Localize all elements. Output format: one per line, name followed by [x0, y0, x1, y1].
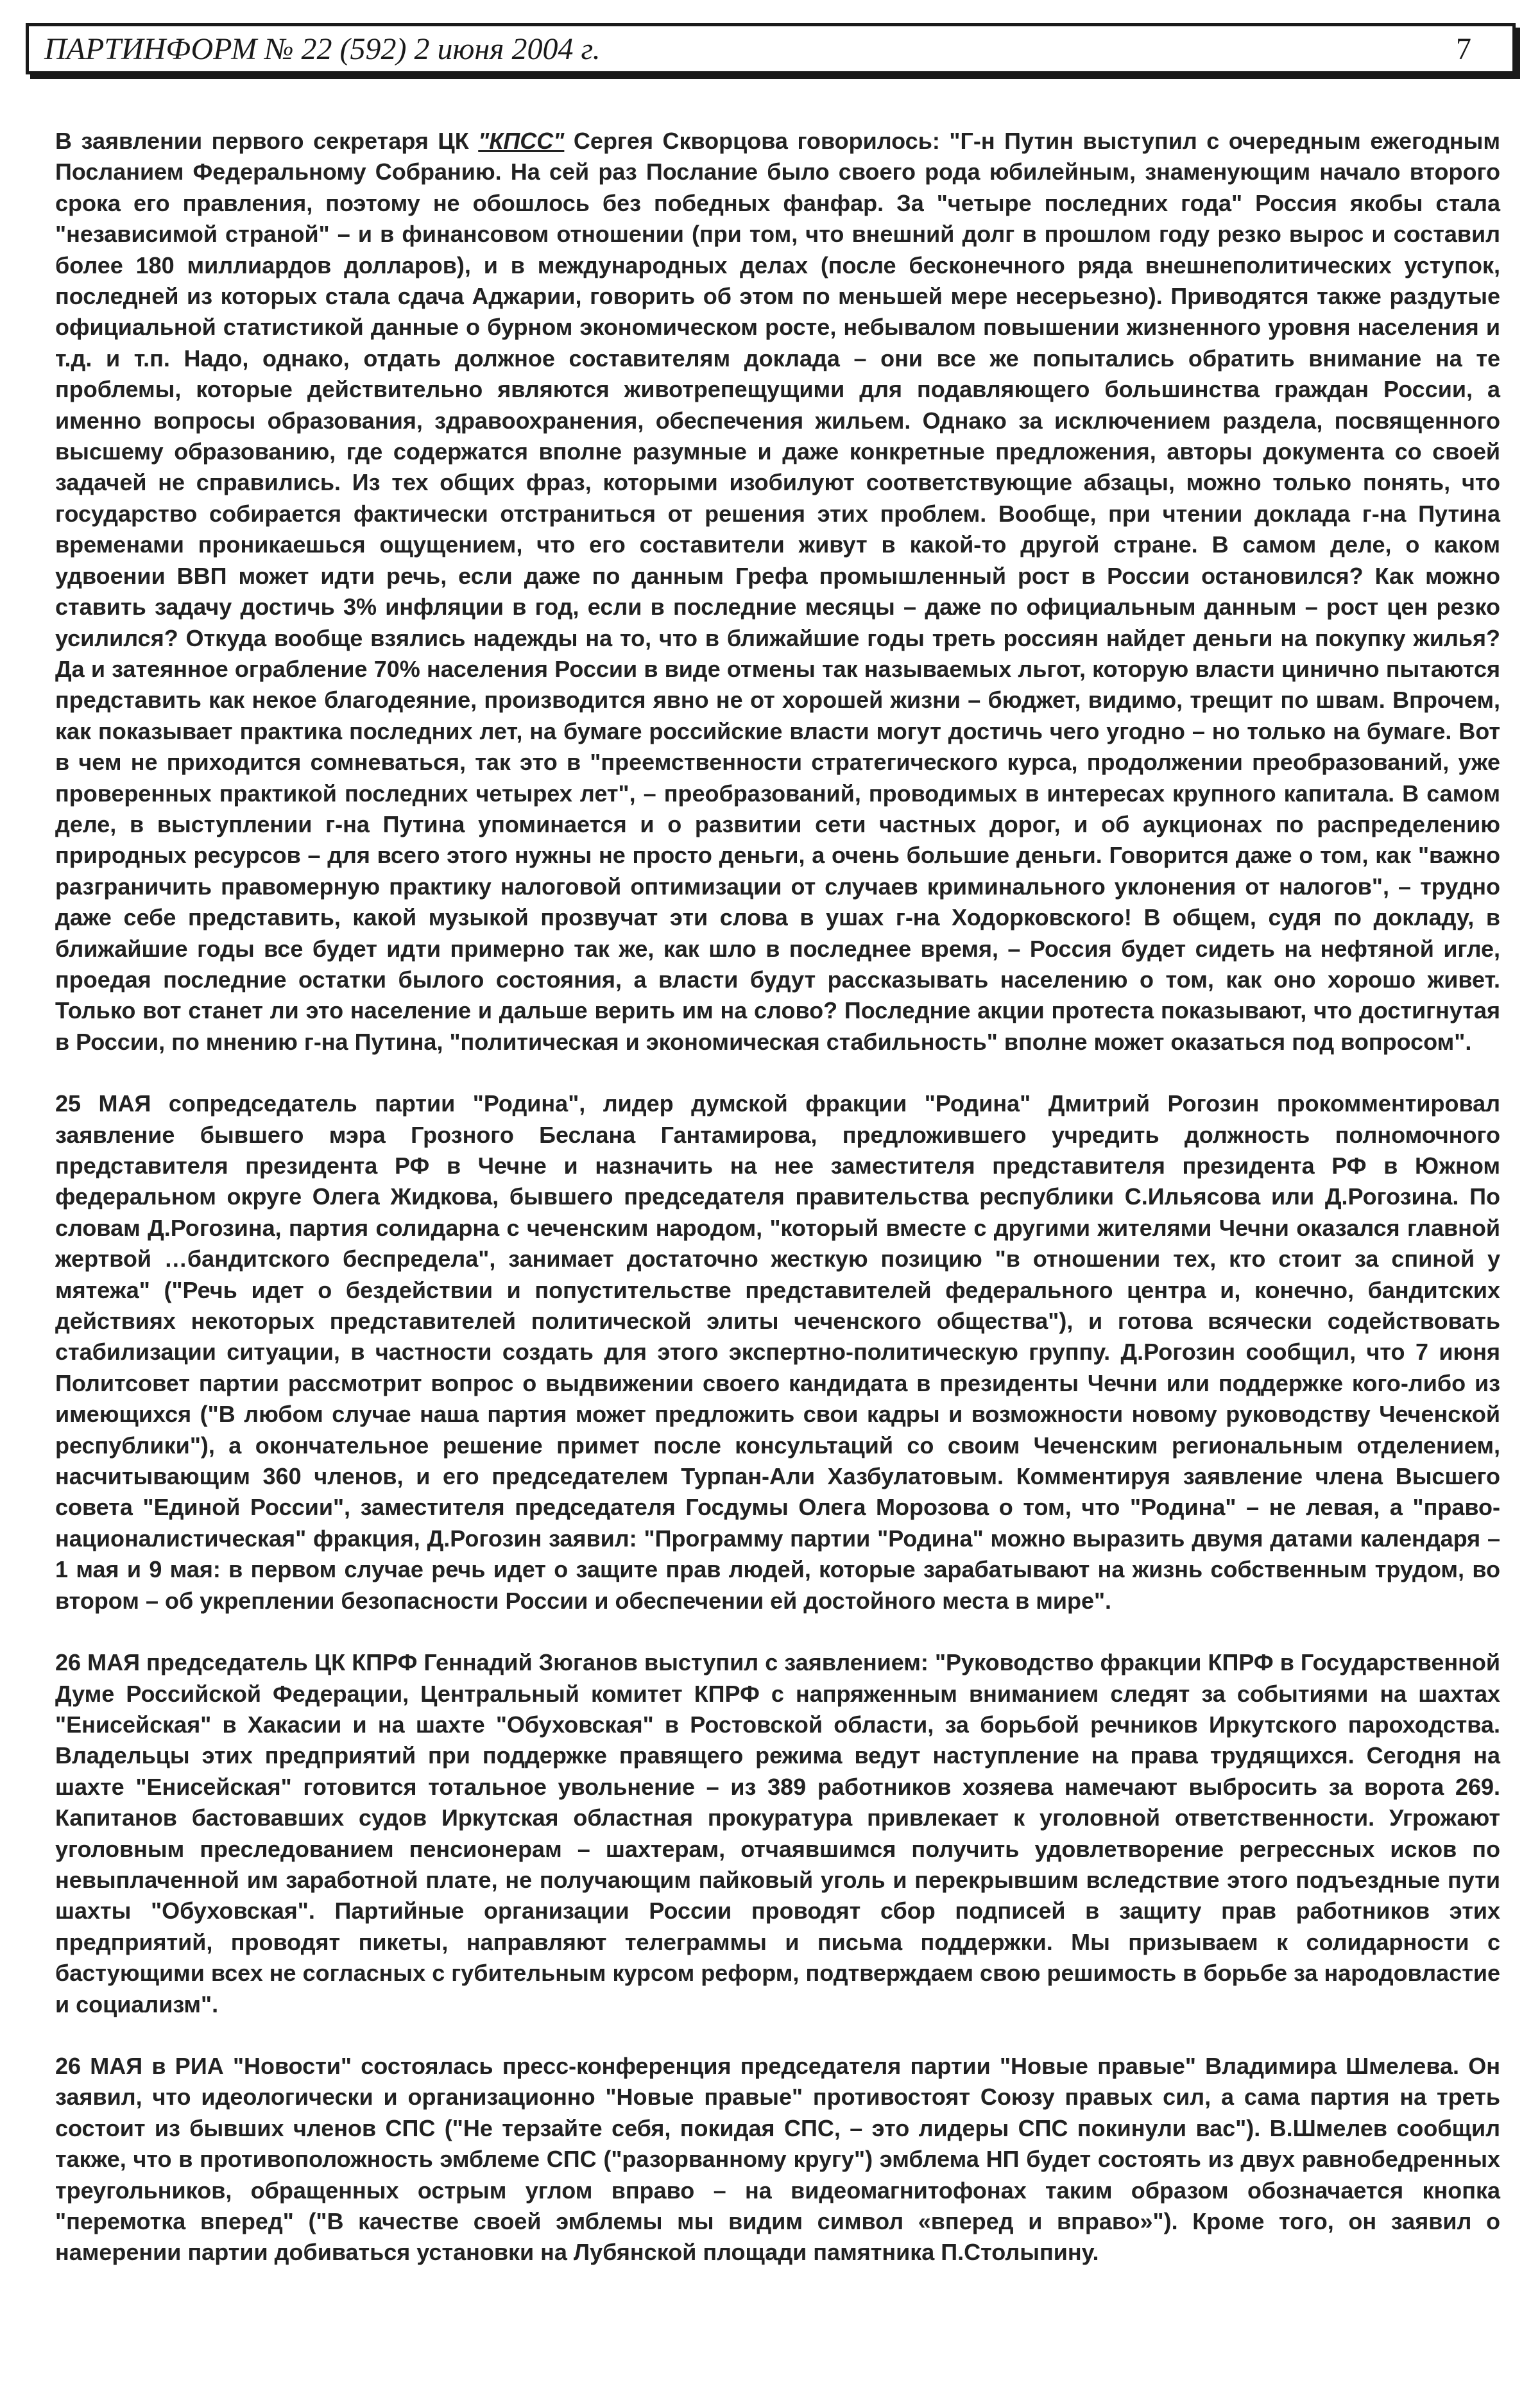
article-paragraph-shmelev: 26 МАЯ в РИА "Новости" состоялась пресс-конференция председателя партии "Новые правые" Владимира Шмелева. Он заявил, что идеологически и организационно "Новые правые" противостоят Союзу правых сил, а сама партия на треть состоит из бывших членов СПС ("Не терзайте себя, покидая СПС, – это лидеры СПС покинули вас"). В.Шмелев сообщил также, что в противоположность эмблеме СПС ("разорванному кругу") эмблема НП будет состоять из двух равнобедренных треугольников, обращенных острым углом вправо – на видеомагнитофонах таким образом обозначается кнопка "перемотка вперед" ("В качестве своей эмблемы мы видим символ «вперед и вправо»"). Кроме того, он заявил о намерении партии добиваться установки на Лубянской площади памятника П.Столыпину.: [55, 2052, 1500, 2266]
article-paragraph-skvortsov: [55, 126, 1500, 1058]
article-body: [55, 126, 1500, 2268]
publication-title: ПАРТИНФОРМ № 22 (592) 2 июня 2004 г.: [44, 32, 601, 66]
page-number: 7: [1456, 32, 1471, 66]
page-header: [26, 23, 1516, 74]
kpss-link[interactable]: "КПСС": [478, 128, 565, 154]
article-paragraph-rogozin: 25 МАЯ сопредседатель партии "Родина", лидер думской фракции "Родина" Дмитрий Рогозин прокомментировал заявление бывшего мэра Грозного Беслана Гантамирова, предложившего учредить должность полномочного представителя президента РФ в Чечне и назначить на нее заместителя представителя президента РФ в Южном федеральном округе Олега Жидкова, бывшего председателя правительства республики С.Ильясова или Д.Рогозина. По словам Д.Рогозина, партия солидарна с чеченским народом, "который вместе с другими жителями Чечни оказался главной жертвой …бандитского беспредела", занимает достаточно жесткую позицию "в отношении тех, кто стоит за спиной у мятежа" ("Речь идет о бездействии и попустительстве представителей федерального центра и, конечно, бандитских действиях некоторых представителей политической элиты чеченского общества"), и готова всячески содействовать стабилизации ситуации, в частности создать для этого экспертно-политическую группу. Д.Рогозин сообщил, что 7 июня Политсовет партии рассмотрит вопрос о выдвижении своего кандидата в президенты Чечни или поддержке кого-либо из имеющихся ("В любом случае наша партия может предложить свои кадры и возможности новому руководству Чеченской республики"), а окончательное решение примет после консультаций со своим Чеченским региональным отделением, насчитывающим 360 членов, и его председателем Турпан-Али Хазбулатовым. Комментируя заявление члена Высшего совета "Единой России", заместителя председателя Госдумы Олега Морозова о том, что "Родина" – не левая, а "право-националистическая" фракция, Д.Рогозин заявил: "Программу партии "Родина" можно выразить двумя датами календаря – 1 мая и 9 мая: в первом случае речь идет о защите прав людей, которые зарабатывают на жизнь собственным трудом, во втором – об укреплении безопасности России и обеспечении ей достойного места в мире".: [55, 1090, 1500, 1614]
paragraph-text-lead: В заявлении первого секретаря ЦК: [55, 128, 479, 154]
article-paragraph-zyuganov: 26 МАЯ председатель ЦК КПРФ Геннадий Зюганов выступил с заявлением: "Руководство фракции КПРФ в Государственной Думе Российской Федерации, Центральный комитет КПРФ с напряженным вниманием следят за событиями на шахтах "Енисейская" в Хакасии и на шахте "Обуховская" в Ростовской области, за борьбой речников Иркутского пароходства. Владельцы этих предприятий при поддержке правящего режима ведут наступление на права трудящихся. Сегодня на шахте "Енисейская" готовится тотальное увольнение – из 389 работников хозяева намечают выбросить за ворота 269. Капитанов бастовавших судов Иркутская областная прокуратура привлекает к уголовной ответственности. Угрожают уголовным преследованием пенсионерам – шахтерам, отчаявшимся получить удовлетворение регрессных исков по невыплаченной им заработной плате, не получающим пайковый уголь и перекрывшим вследствие этого подъездные пути шахты "Обуховская". Партийные организации России проводят сбор подписей в защиту прав работников этих предприятий, проводят пикеты, направляют телеграммы и письма поддержки. Мы призываем к солидарности с бастующими всех не согласных с губительным курсом реформ, подтверждаем свою решимость в борьбе за народовластие и социализм".: [55, 1649, 1500, 2018]
paragraph-text-body: Сергея Скворцова говорилось: "Г-н Путин выступил с очередным ежегодным Посланием Федеральному Собранию. На сей раз Послание было своего рода юбилейным, знаменующим начало второго срока его правления, поэтому не обошлось без победных фанфар. За "четыре последних года" Россия якобы стала "независимой страной" – и в финансовом отношении (при том, что внешний долг в прошлом году резко вырос и составил более 180 миллиардов долларов), и в международных делах (после бесконечного ряда внешнеполитических уступок, последней из которых стала сдача Аджарии, говорить об этом по меньшей мере несерьезно). Приводятся также раздутые официальной статистикой данные о бурном экономическом росте, небывалом повышении жизненного уровня населения и т.д. и т.п. Надо, однако, отдать должное составителям доклада – они все же попытались обратить внимание на те проблемы, которые действительно являются животрепещущими для подавляющего большинства граждан России, а именно вопросы образования, здравоохранения, обеспечения жильем. Однако за исключением раздела, посвященного высшему образованию, где содержатся вполне разумные и даже конкретные предложения, авторы документа со своей задачей не справились. Из тех общих фраз, которыми изобилуют соответствующие абзацы, можно только понять, что государство собирается фактически отстраниться от решения этих проблем. Вообще, при чтении доклада г-на Путина временами проникаешься ощущением, что его составители живут в какой-то другой стране. В самом деле, о каком удвоении ВВП может идти речь, если даже по данным Грефа промышленный рост в России остановился? Как можно ставить задачу достичь 3% инфляции в год, если в последние месяцы – даже по официальным данным – рост цен резко усилился? Откуда вообще взялись надежды на то, что в ближайшие годы треть россиян найдет деньги на покупку жилья? Да и затеянное ограбление 70% населения России в виде отмены так называемых льгот, которую власти цинично пытаются представить как некое благодеяние, производится явно не от хорошей жизни – бюджет, видимо, трещит по швам. Впрочем, как показывает практика последних лет, на бумаге российские власти могут достичь чего угодно – но только на бумаге. Вот в чем не приходится сомневаться, так это в "преемственности стратегического курса, продолжении преобразований, уже проверенных практикой последних четырех лет", – преобразований, проводимых в интересах крупного капитала. В самом деле, в выступлении г-на Путина упоминается и о развитии сети частных дорог, и об аукционах по распределению природных ресурсов – для всего этого нужны не просто деньги, а очень большие деньги. Говорится даже о том, как "важно разграничить правомерную практику налоговой оптимизации от случаев криминального уклонения от налогов", – трудно даже себе представить, какой музыкой прозвучат эти слова в ушах г-на Ходорковского! В общем, судя по докладу, в ближайшие годы все будет идти примерно так же, как шло в последнее время, – Россия будет сидеть на нефтяной игле, проедая последние остатки былого состояния, а власти будут рассказывать населению о том, как оно хорошо живет. Только вот станет ли это население и дальше верить им на слово? Последние акции протеста показывают, что достигнутая в России, по мнению г-на Путина, "политическая и экономическая стабильность" вполне может оказаться под вопросом".: [55, 128, 1500, 1055]
